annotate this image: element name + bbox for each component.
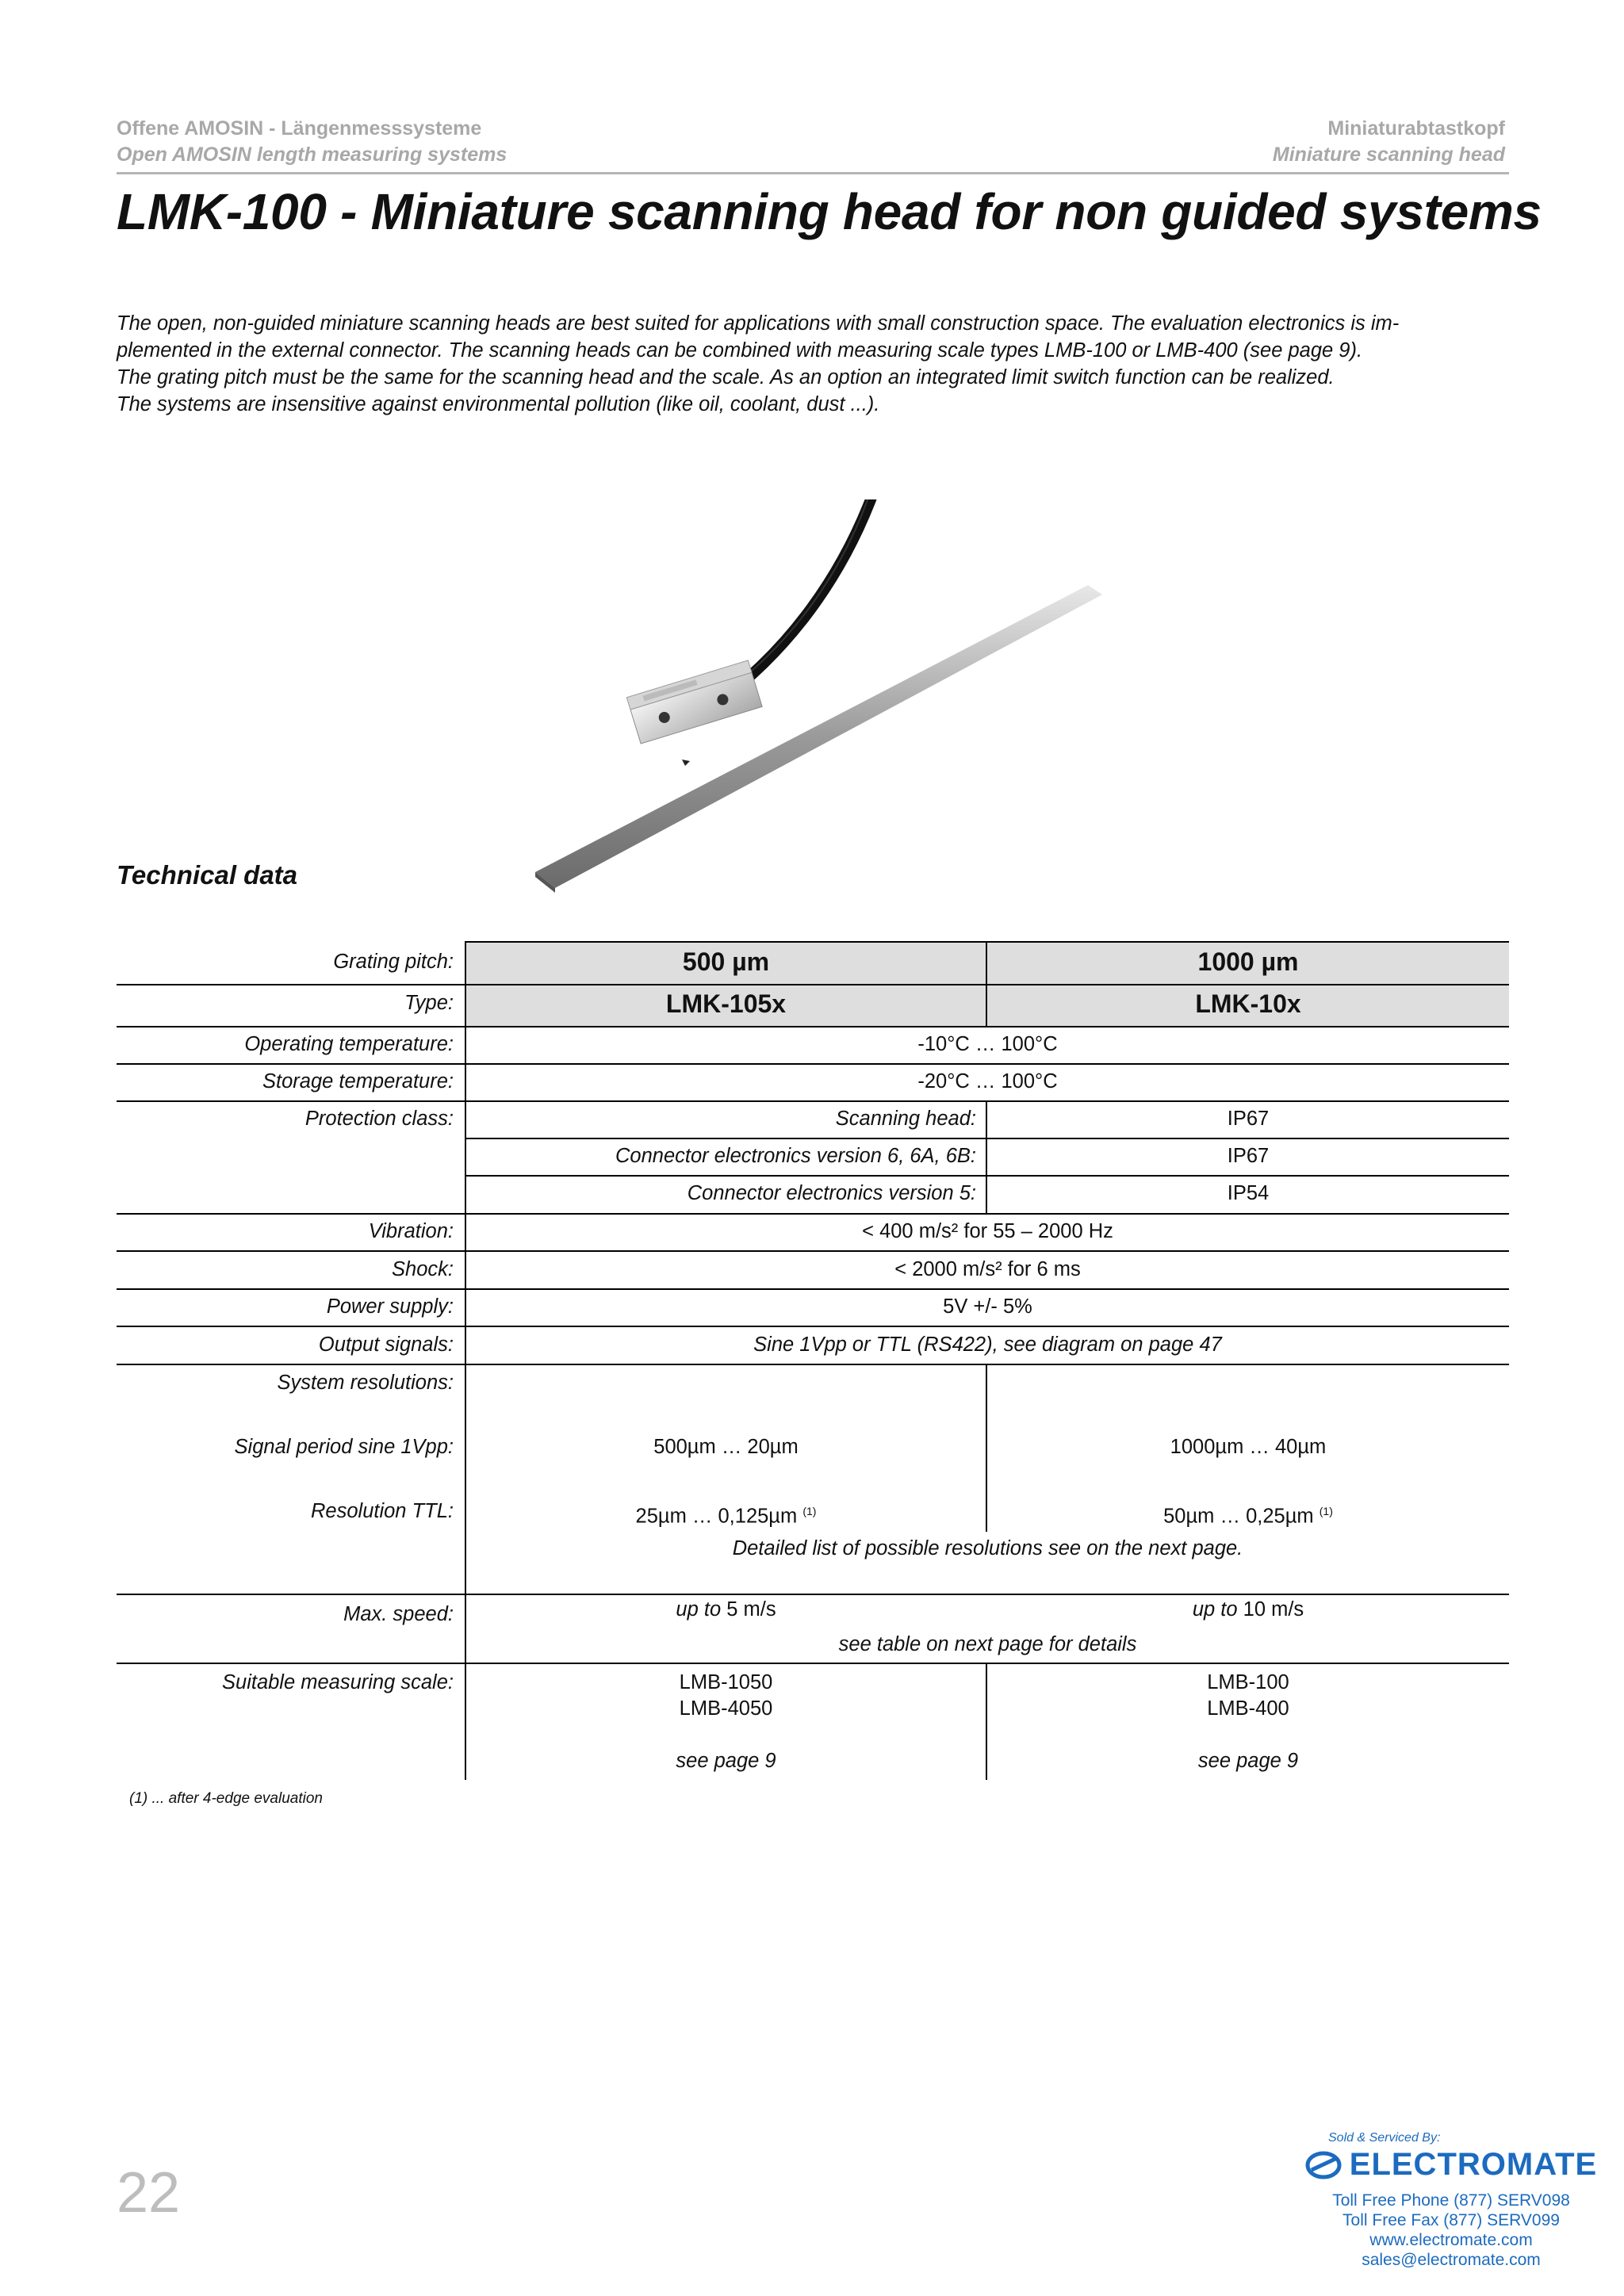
protection-sub-connector-6: Connector electronics version 6, 6A, 6B: [615, 1145, 976, 1167]
resolution-ttl-500 [466, 1499, 986, 1529]
page-number: 22 [117, 2161, 181, 2225]
intro-line: plemented in the external connector. The scanning heads can be combined with measuring scale types LMB-100 or LMB-400 (see page 9). [117, 339, 1363, 362]
shock-value: < 2000 m/s² for 6 ms [894, 1258, 1081, 1280]
resolutions-note: Detailed list of possible resolutions see on the next page. [732, 1537, 1243, 1559]
label-protection-class: Protection class: [304, 1108, 454, 1130]
max-speed-500-value: 5 m/s [726, 1598, 776, 1621]
intro-line: The grating pitch must be the same for the scanning head and the scale. As an option an integrated limit switch function can be realized. [117, 366, 1335, 388]
header-right-de: Miniaturabtastkopf [1327, 117, 1505, 140]
scale-lmb-400: LMB-400 [1207, 1697, 1289, 1720]
label-suitable-scale: Suitable measuring scale: [222, 1671, 454, 1693]
vendor-web[interactable]: www.electromate.com [1369, 2231, 1533, 2249]
label-resolution-ttl: Resolution TTL: [311, 1500, 454, 1522]
footnote-ref: (1) [802, 1505, 817, 1517]
signal-period-1000: 1000µm … 40µm [1170, 1436, 1327, 1458]
max-speed-1000 [987, 1598, 1509, 1621]
resolution-ttl-1000 [987, 1499, 1509, 1529]
electromate-logo-icon [1305, 2149, 1342, 2181]
label-shock: Shock: [392, 1258, 454, 1280]
header-left [117, 116, 507, 168]
label-output-signals: Output signals: [318, 1334, 454, 1356]
scale-lmb-1050: LMB-1050 [679, 1671, 773, 1693]
header-right [1273, 116, 1505, 168]
footnote: (1) ... after 4-edge evaluation [129, 1790, 323, 1807]
vendor-brand [1300, 2147, 1602, 2183]
max-speed-prefix: up to [676, 1598, 722, 1621]
operating-temperature-value: -10°C … 100°C [917, 1033, 1058, 1055]
label-max-speed: Max. speed: [343, 1603, 454, 1625]
signal-period-500: 500µm … 20µm [653, 1436, 799, 1458]
scale-see-page-right: see page 9 [1197, 1750, 1299, 1772]
grating-pitch-500: 500 µm [682, 947, 770, 976]
header-divider [117, 172, 1509, 174]
max-speed-note: see table on next page for details [838, 1633, 1137, 1655]
scanning-head [626, 660, 762, 744]
label-power-supply: Power supply: [326, 1295, 454, 1318]
vendor-email[interactable]: sales@electromate.com [1362, 2251, 1541, 2269]
label-operating-temperature: Operating temperature: [244, 1033, 454, 1055]
vibration-value: < 400 m/s² for 55 – 2000 Hz [862, 1220, 1113, 1242]
header-right-en: Miniature scanning head [1272, 144, 1505, 166]
storage-temperature-value: -20°C … 100°C [917, 1070, 1058, 1093]
product-photo [523, 499, 1126, 904]
max-speed-1000-value: 10 m/s [1243, 1598, 1304, 1621]
max-speed-500 [466, 1598, 986, 1621]
header-left-en: Open AMOSIN length measuring systems [117, 144, 508, 166]
type-lmk-105x: LMK-105x [665, 989, 787, 1018]
technical-data-heading: Technical data [117, 860, 298, 890]
scale-lmb-100: LMB-100 [1207, 1671, 1289, 1693]
vendor-brand-name: ELECTROMATE [1349, 2147, 1598, 2182]
intro-line: The systems are insensitive against environmental pollution (like oil, coolant, dust ...). [117, 393, 880, 415]
label-type: Type: [404, 992, 454, 1014]
vendor-sold-by: Sold & Serviced By: [1328, 2131, 1441, 2145]
vendor-phone: Toll Free Phone (877) SERV098 [1332, 2191, 1570, 2210]
vendor-block [1300, 2131, 1602, 2270]
footnote-ref: (1) [1319, 1505, 1333, 1517]
resolution-ttl-1000-value: 50µm … 0,25µm [1163, 1505, 1314, 1528]
protection-sub-scanning-head: Scanning head: [835, 1108, 976, 1130]
protection-value-connector-6: IP67 [1227, 1145, 1270, 1167]
resolution-ttl-500-value: 25µm … 0,125µm [635, 1505, 798, 1528]
protection-sub-connector-5: Connector electronics version 5: [687, 1182, 976, 1204]
header-left-de: Offene AMOSIN - Längenmesssysteme [117, 117, 482, 140]
label-system-resolutions: System resolutions: [277, 1372, 454, 1394]
intro-paragraph [117, 310, 1512, 418]
label-signal-period: Signal period sine 1Vpp: [234, 1436, 454, 1458]
grating-pitch-1000: 1000 µm [1197, 947, 1299, 976]
max-speed-prefix: up to [1192, 1598, 1238, 1621]
vendor-fax: Toll Free Fax (877) SERV099 [1342, 2211, 1560, 2229]
label-grating-pitch: Grating pitch: [333, 951, 454, 973]
protection-value-connector-5: IP54 [1227, 1182, 1270, 1204]
measuring-scale-strip [535, 585, 1102, 888]
label-storage-temperature: Storage temperature: [262, 1070, 454, 1093]
power-supply-value: 5V +/- 5% [943, 1295, 1032, 1318]
protection-value-scanning-head: IP67 [1227, 1108, 1270, 1130]
type-lmk-10x: LMK-10x [1195, 989, 1301, 1018]
scale-lmb-4050: LMB-4050 [679, 1697, 773, 1720]
scale-see-page-left: see page 9 [676, 1750, 776, 1772]
page-title: LMK-100 - Miniature scanning head for non guided systems [117, 183, 1542, 240]
output-signals-value: Sine 1Vpp or TTL (RS422), see diagram on page 47 [753, 1334, 1222, 1356]
label-vibration: Vibration: [368, 1220, 454, 1242]
intro-line: The open, non-guided miniature scanning heads are best suited for applications with small construction space. The evaluation electronics is im- [117, 312, 1400, 335]
